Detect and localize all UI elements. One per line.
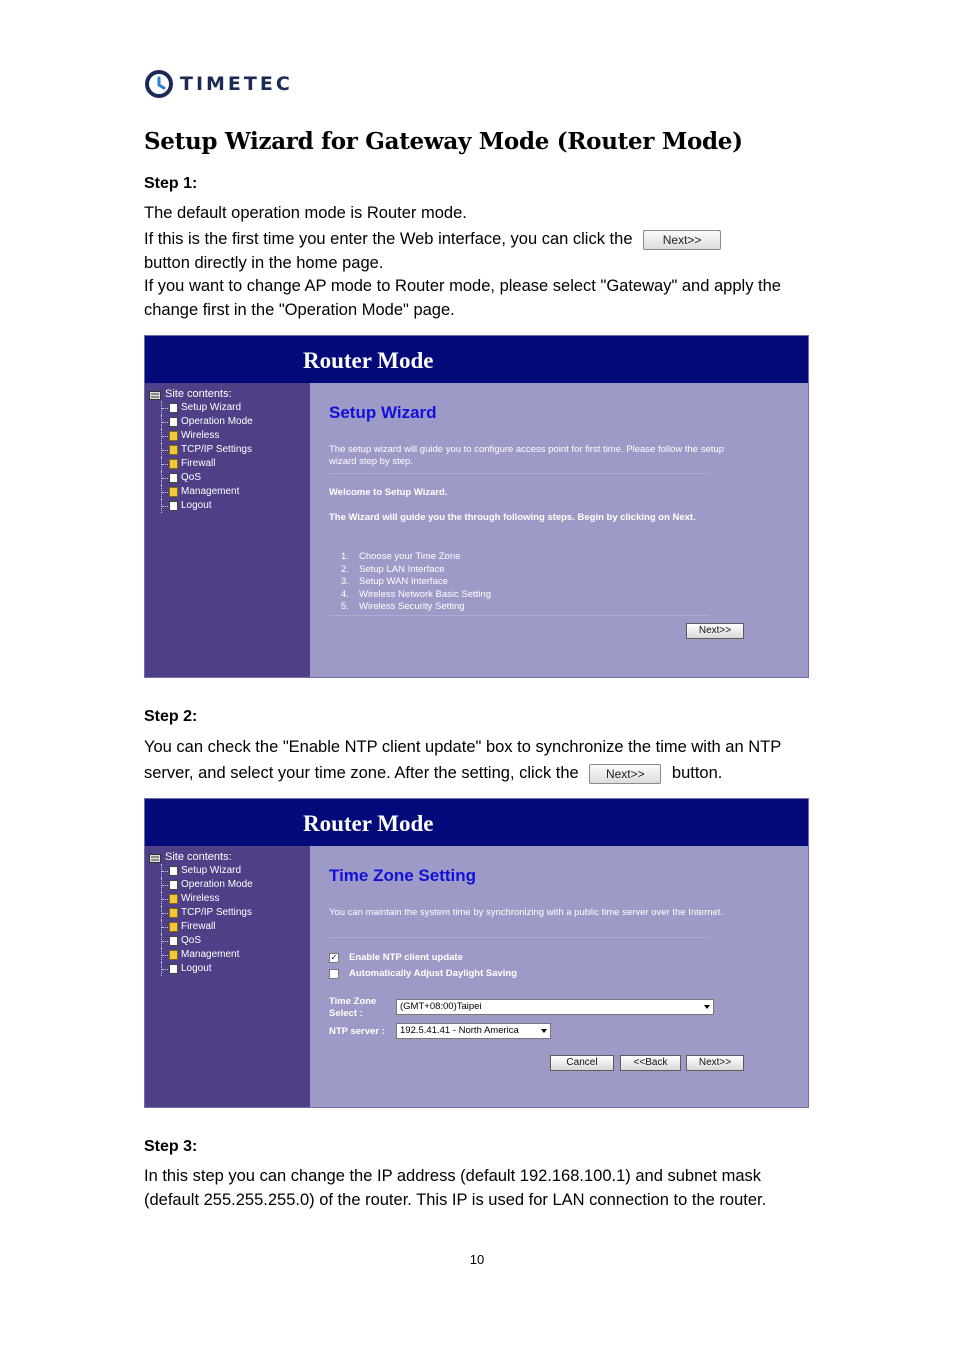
sidebar-item-label: Operation Mode <box>181 879 253 890</box>
ntp-update-checkbox[interactable]: ✓ <box>330 952 338 962</box>
page-number: 10 <box>469 1252 485 1267</box>
site-contents-label: Site contents: <box>165 851 232 863</box>
folder-icon <box>169 431 178 441</box>
document-icon <box>169 964 178 974</box>
sidebar-item-label: Firewall <box>181 921 216 932</box>
step1-line1: The default operation mode is Router mode. <box>144 204 467 222</box>
step2-heading: Step 2: <box>144 708 198 725</box>
step1-line2-post: button directly in the home page. <box>144 254 384 272</box>
tree-root-icon <box>149 390 161 399</box>
folder-icon <box>169 922 178 932</box>
sidebar-item-operation-mode[interactable] <box>149 415 253 429</box>
document-icon <box>169 473 178 483</box>
sidebar-item-label: Management <box>181 486 240 497</box>
sidebar-item-operation-mode[interactable] <box>149 878 253 892</box>
sidebar-item-setup-wizard[interactable] <box>149 401 253 415</box>
step2-text-post: button. <box>671 764 723 782</box>
chevron-down-icon <box>541 1029 547 1033</box>
sidebar-item-tcpip-settings[interactable] <box>149 906 253 920</box>
site-contents-root <box>149 850 253 864</box>
timetec-logo <box>144 68 293 100</box>
sidebar-item-label: Logout <box>181 500 212 511</box>
folder-icon <box>169 487 178 497</box>
step3-text: In this step you can change the IP address (default 192.168.100.1) and subnet mask (default 255.255.255.0) of the router. This IP is used for LAN connection to the router. <box>144 1167 767 1209</box>
document-icon <box>169 880 178 890</box>
site-contents-tree <box>149 387 253 513</box>
time-zone-intro: You can maintain the system time by synchronizing with a public time server over the Internet. <box>329 907 724 918</box>
document-icon <box>169 403 178 413</box>
back-button[interactable]: <<Back <box>620 1055 681 1071</box>
list-item: 3. Setup WAN Interface <box>341 576 448 587</box>
folder-icon <box>169 950 178 960</box>
daylight-saving-label: Automatically Adjust Daylight Saving <box>349 968 518 979</box>
site-contents-tree <box>149 850 253 976</box>
router-header: Router Mode <box>145 799 808 846</box>
setup-wizard-title: Setup Wizard <box>329 403 437 422</box>
router-main-panel <box>310 846 808 1107</box>
page-title: Setup Wizard for Gateway Mode (Router Mode) <box>144 128 743 155</box>
sidebar-item-qos[interactable] <box>149 471 253 485</box>
sidebar-item-wireless[interactable] <box>149 892 253 906</box>
setup-wizard-guide: The Wizard will guide you the through following steps. Begin by clicking on Next. <box>329 512 696 523</box>
folder-icon <box>169 459 178 469</box>
setup-wizard-intro: The setup wizard will guide you to configure access point for first time. Please follow the setup wizard step by step. <box>329 444 724 467</box>
document-icon <box>169 866 178 876</box>
ntp-server-select-value: 192.5.41.41 - North America <box>400 1025 519 1036</box>
router-screenshot-time-zone <box>144 798 809 1108</box>
logo-text: TIMETEC <box>180 73 293 95</box>
step2-next-button-image: Next>> <box>589 764 661 784</box>
step1-line3: If you want to change AP mode to Router mode, please select "Gateway" and apply the change first in the "Operation Mode" page. <box>144 277 781 319</box>
ntp-update-label: Enable NTP client update <box>349 952 463 963</box>
sidebar-item-label: Setup Wizard <box>181 865 242 876</box>
setup-wizard-welcome: Welcome to Setup Wizard. <box>329 487 448 498</box>
divider <box>329 615 709 616</box>
router-main-panel <box>310 383 808 677</box>
ntp-server-select[interactable] <box>396 1023 551 1039</box>
sidebar-item-firewall[interactable] <box>149 920 253 934</box>
sidebar-item-label: Firewall <box>181 458 216 469</box>
router-sidebar <box>145 383 310 677</box>
folder-icon <box>169 908 178 918</box>
sidebar-item-tcpip-settings[interactable] <box>149 443 253 457</box>
next-button[interactable]: Next>> <box>686 1055 744 1071</box>
sidebar-item-firewall[interactable] <box>149 457 253 471</box>
sidebar-item-logout[interactable] <box>149 962 253 976</box>
folder-icon <box>169 894 178 904</box>
sidebar-item-label: TCP/IP Settings <box>181 907 252 918</box>
step1-line2-pre: If this is the first time you enter the Web interface, you can click the <box>144 230 633 248</box>
document-icon <box>169 417 178 427</box>
list-item: 1. Choose your Time Zone <box>341 551 461 562</box>
tree-root-icon <box>149 853 161 862</box>
divider <box>329 473 709 474</box>
step1-next-button-image: Next>> <box>643 230 721 250</box>
site-contents-label: Site contents: <box>165 388 232 400</box>
document-icon <box>169 501 178 511</box>
time-zone-select[interactable] <box>396 999 714 1015</box>
cancel-button[interactable]: Cancel <box>550 1055 614 1071</box>
sidebar-item-wireless[interactable] <box>149 429 253 443</box>
daylight-saving-row <box>329 968 517 979</box>
step2-text-pre: You can check the "Enable NTP client update" box to synchronize the time with an NTP server, and select your time zone. After the setting, click the <box>144 738 781 782</box>
time-zone-select-label: Time Zone Select : <box>329 996 377 1019</box>
sidebar-item-label: Setup Wizard <box>181 402 242 413</box>
step2-text <box>144 734 809 786</box>
step3-heading: Step 3: <box>144 1138 198 1155</box>
router-sidebar <box>145 846 310 1107</box>
time-zone-select-value: (GMT+08:00)Taipei <box>400 1001 482 1012</box>
sidebar-item-label: Wireless <box>181 893 220 904</box>
chevron-down-icon <box>704 1005 710 1009</box>
sidebar-item-logout[interactable] <box>149 499 253 513</box>
sidebar-item-label: Operation Mode <box>181 416 253 427</box>
list-item: 4. Wireless Network Basic Setting <box>341 588 491 600</box>
time-zone-title: Time Zone Setting <box>329 866 477 885</box>
sidebar-item-setup-wizard[interactable] <box>149 864 253 878</box>
sidebar-item-label: QoS <box>181 935 202 946</box>
logo-ring-icon <box>144 69 174 99</box>
document-icon <box>169 936 178 946</box>
sidebar-item-label: Management <box>181 949 240 960</box>
sidebar-item-management[interactable] <box>149 485 253 499</box>
setup-wizard-next-button[interactable]: Next>> <box>686 623 744 639</box>
folder-icon <box>169 445 178 455</box>
sidebar-item-label: TCP/IP Settings <box>181 444 252 455</box>
sidebar-item-qos[interactable] <box>149 934 253 948</box>
router-header: Router Mode <box>145 336 808 383</box>
ntp-update-row <box>329 952 463 963</box>
list-item: 2. Setup LAN Interface <box>341 563 445 575</box>
daylight-saving-checkbox[interactable] <box>329 969 339 979</box>
sidebar-item-label: Logout <box>181 963 212 974</box>
sidebar-item-label: QoS <box>181 472 202 483</box>
list-item: 5. Wireless Security Setting <box>341 601 465 612</box>
site-contents-root <box>149 387 253 401</box>
sidebar-item-management[interactable] <box>149 948 253 962</box>
sidebar-item-label: Wireless <box>181 430 220 441</box>
step1-heading: Step 1: <box>144 175 198 192</box>
setup-wizard-step-list <box>341 551 491 614</box>
divider <box>329 937 709 938</box>
router-screenshot-setup-wizard <box>144 335 809 678</box>
ntp-server-label: NTP server : <box>329 1026 385 1037</box>
step1-line2 <box>144 227 824 275</box>
